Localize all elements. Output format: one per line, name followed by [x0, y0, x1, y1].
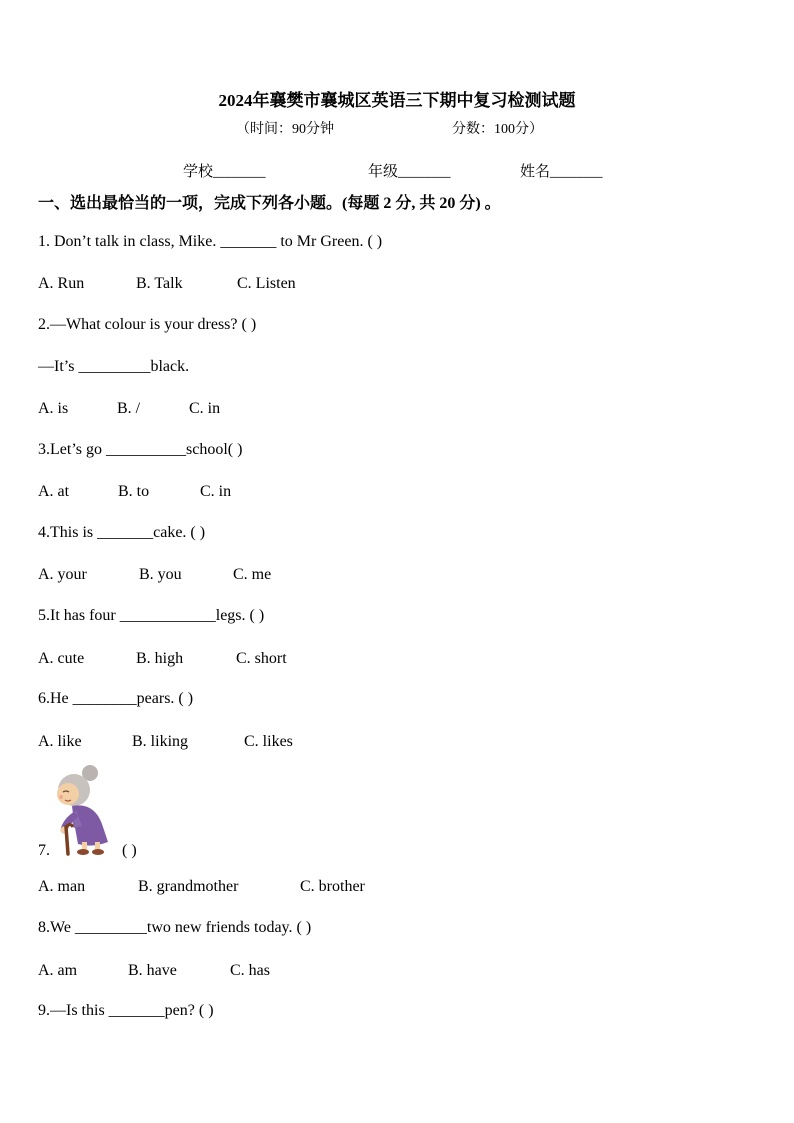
grade-field: 年级_______	[368, 164, 451, 180]
q2-option-c: C. in	[189, 400, 221, 417]
q6-option-c: C. likes	[244, 733, 293, 750]
q7-option-c: C. brother	[300, 878, 365, 895]
page-title: 2024年襄樊市襄城区英语三下期中复习检测试题	[218, 91, 576, 110]
question-7: 7.	[38, 842, 50, 859]
q3-option-c: C. in	[200, 483, 232, 500]
question-2-answer-line: —It’s _________black.	[38, 358, 190, 375]
question-1: 1. Don’t talk in class, Mike. _______ to Mr Green. ( )	[38, 233, 383, 250]
q4-option-b: B. you	[139, 566, 182, 583]
q6-option-a: A. like	[38, 733, 82, 750]
q4-option-a: A. your	[38, 566, 87, 583]
section-heading: 一、选出最恰当的一项，完成下列各小题。(每题 2 分, 共 20 分) 。	[38, 195, 501, 212]
school-field: 学校_______	[183, 164, 266, 180]
q4-option-c: C. me	[233, 566, 272, 583]
q3-option-b: B. to	[118, 483, 150, 500]
question-3: 3.Let’s go __________school( )	[38, 441, 243, 458]
q8-option-b: B. have	[128, 962, 177, 979]
q3-option-a: A. at	[38, 483, 70, 500]
question-2: 2.—What colour is your dress? ( )	[38, 316, 257, 333]
name-field: 姓名_______	[520, 164, 603, 180]
grandmother-image	[52, 764, 116, 856]
q7-option-b: B. grandmother	[138, 878, 239, 895]
question-4: 4.This is _______cake. ( )	[38, 524, 206, 541]
q2-option-a: A. is	[38, 400, 69, 417]
q1-option-b: B. Talk	[136, 275, 183, 292]
question-6: 6.He ________pears. ( )	[38, 690, 194, 707]
q1-option-a: A. Run	[38, 275, 85, 292]
q7-option-a: A. man	[38, 878, 86, 895]
q5-option-c: C. short	[236, 650, 287, 667]
exam-score: 分数：100分）	[452, 122, 543, 137]
q7-answer-paren: ( )	[122, 842, 137, 859]
question-5: 5.It has four ____________legs. ( )	[38, 607, 265, 624]
q8-option-c: C. has	[230, 962, 270, 979]
q5-option-a: A. cute	[38, 650, 85, 667]
question-8: 8.We _________two new friends today. ( )	[38, 919, 312, 936]
q5-option-b: B. high	[136, 650, 184, 667]
question-9: 9.—Is this _______pen? ( )	[38, 1002, 214, 1019]
q2-option-b: B. /	[117, 400, 141, 417]
q6-option-b: B. liking	[132, 733, 189, 750]
q8-option-a: A. am	[38, 962, 78, 979]
exam-time: （时间：90分钟	[236, 122, 334, 137]
q1-option-c: C. Listen	[237, 275, 296, 292]
